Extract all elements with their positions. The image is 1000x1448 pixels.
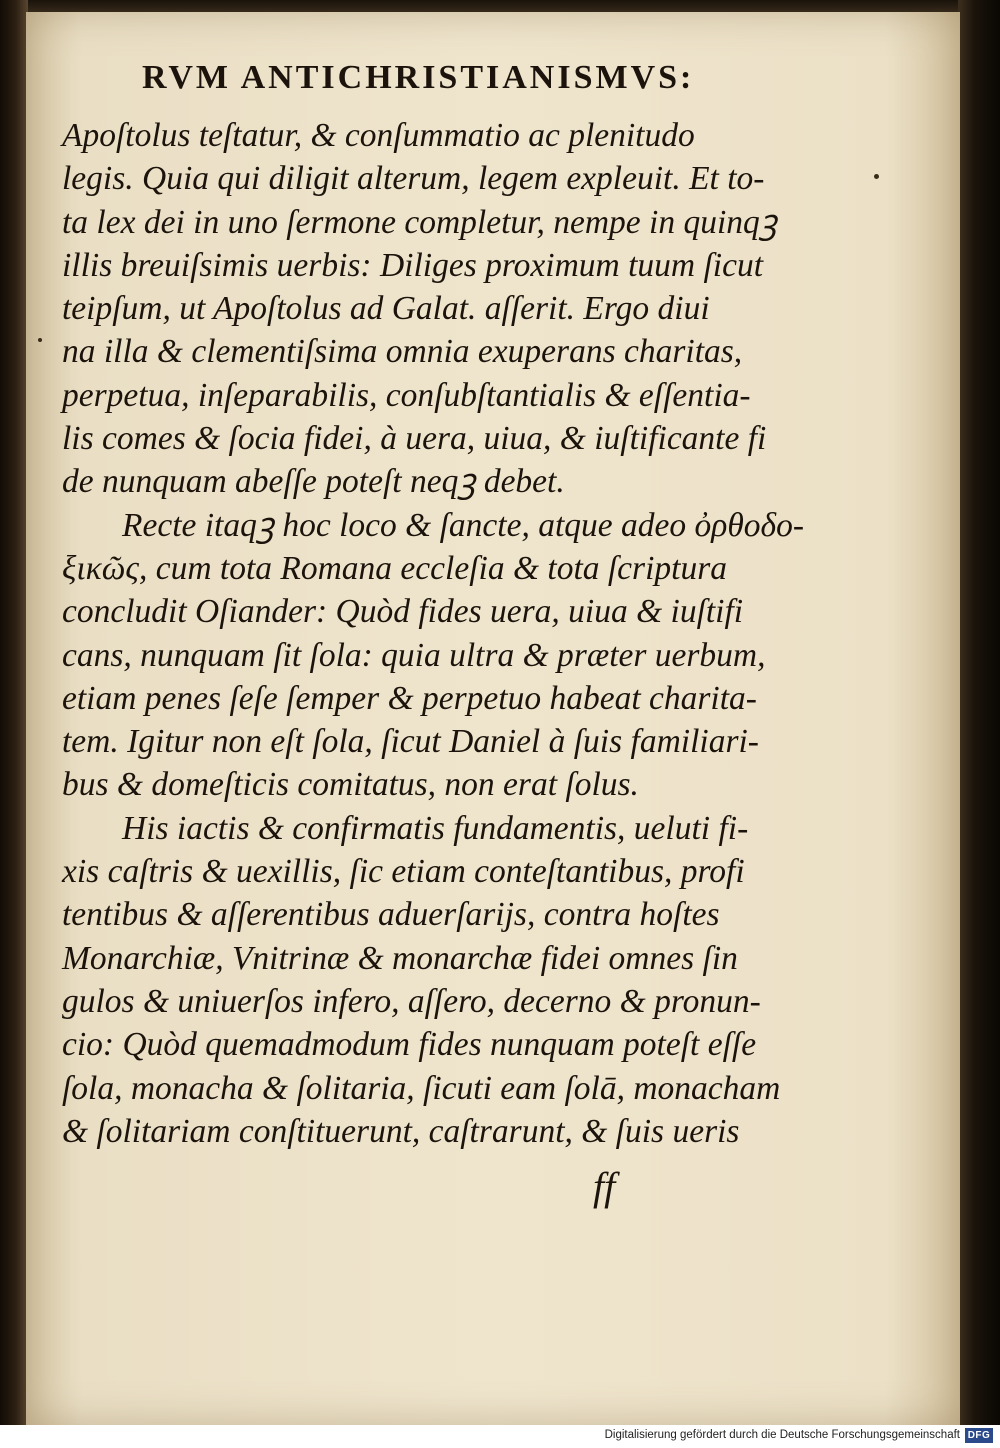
digitization-credit: Digitalisierung gefördert durch die Deutsche Forschungsgemeinschaft <box>604 1429 960 1441</box>
text-line: Apoſtolus teſtatur, & conſummatio ac plenitudo <box>62 117 695 154</box>
text-line: xis caſtris & uexillis, ſic etiam conteſtantibus, profi <box>62 853 745 891</box>
text-line: His iactis & confirmatis fundamentis, ueluti fi- <box>122 809 749 847</box>
book-page <box>26 12 960 1425</box>
text-line: lis comes & ſocia fidei, à uera, uiua, & iuſtificante fi <box>62 420 767 458</box>
ink-speck <box>874 174 879 179</box>
ink-speck <box>38 338 42 342</box>
body-text <box>62 114 942 1153</box>
text-line: bus & domeſticis comitatus, non erat ſolus. <box>62 766 639 804</box>
text-line: etiam penes ſeſe ſemper & perpetuo habeat charita- <box>62 679 757 717</box>
text-line: cans, nunquam ſit ſola: quia ultra & præter uerbum, <box>62 636 766 674</box>
signature-mark: ff <box>593 1164 616 1209</box>
text-line: legis. Quia qui diligit alterum, legem expleuit. Et to- <box>62 160 765 198</box>
text-line: teipſum, ut Apoſtolus ad Galat. aſſerit. Ergo diui <box>62 290 710 328</box>
dfg-logo: DFG <box>965 1428 993 1443</box>
text-line: & ſolitariam conſtituerunt, caſtrarunt, & ſuis ueris <box>62 1112 740 1150</box>
text-line: ta lex dei in uno ſermone completur, nempe in quinqꝫ <box>62 203 777 241</box>
text-line: ξικῶς, cum tota Romana eccleſia & tota ſcriptura <box>62 549 727 587</box>
text-line: cio: Quòd quemadmodum fides nunquam poteſt eſſe <box>62 1026 757 1064</box>
text-line: na illa & clementiſsima omnia exuperans charitas, <box>62 333 743 371</box>
text-line: ſola, monacha & ſolitaria, ſicuti eam ſolā, monacham <box>62 1069 781 1107</box>
text-line: concludit Oſiander: Quòd fides uera, uiua & iuſtifi <box>62 593 744 631</box>
text-line: gulos & uniuerſos infero, aſſero, decerno & pronun- <box>62 982 761 1020</box>
text-line: illis breuiſsimis uerbis: Diliges proximum tuum ſicut <box>62 246 763 284</box>
text-line: de nunquam abeſſe poteſt neqꝫ debet. <box>62 463 565 501</box>
text-line: tentibus & aſſerentibus aduerſarijs, contra hoſtes <box>62 896 720 934</box>
text-line: Recte itaqꝫ hoc loco & ſancte, atque adeo ὀρθοδο- <box>122 506 804 544</box>
running-head: RVM ANTICHRISTIANISMVS: <box>142 59 695 96</box>
scan-edge-left <box>0 0 28 1425</box>
page-text-block <box>62 52 942 1153</box>
text-line: Monarchiæ, Vnitrinæ & monarchæ fidei omnes ſin <box>62 939 738 977</box>
text-line: tem. Igitur non eſt ſola, ſicut Daniel à ſuis familiari- <box>62 723 759 761</box>
text-line: perpetua, inſeparabilis, conſubſtantialis & eſſentia- <box>62 376 751 414</box>
scan-edge-right <box>958 0 1000 1425</box>
